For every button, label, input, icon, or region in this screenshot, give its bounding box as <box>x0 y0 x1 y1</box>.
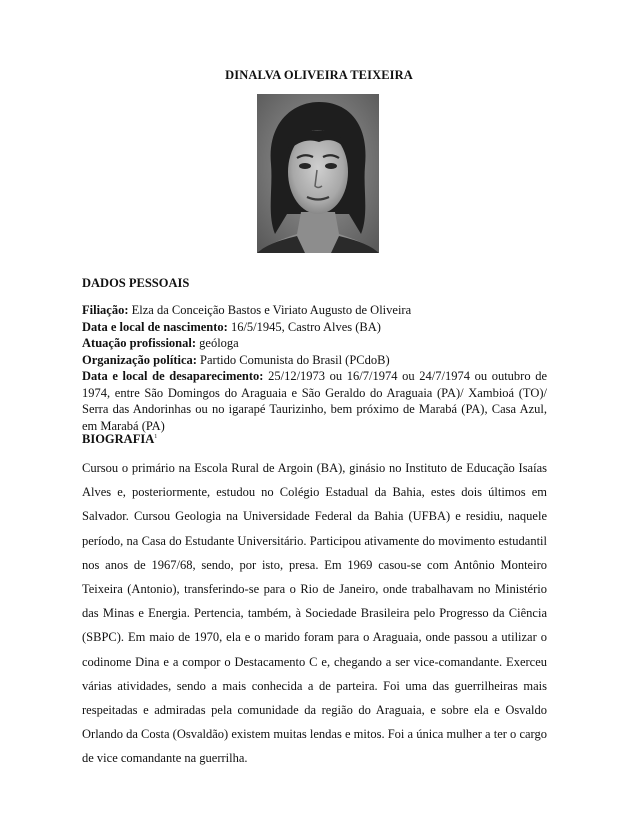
field-desaparecimento: Data e local de desaparecimento: 25/12/1973 ou 16/7/1974 ou 24/7/1974 ou outubro de 1974, entre São Domingos do Araguaia e São Geraldo do Araguaia (PA)/ Xambioá (TO)/ Serra das Andorinhas ou no igarapé Taurizinho, bem próximo de Marabá (PA), Casa Azul, em Marabá (PA) <box>82 369 548 433</box>
personal-data-section <box>82 302 547 434</box>
field-nascimento: Data e local de nascimento: 16/5/1945, Castro Alves (BA) <box>82 319 381 334</box>
footnote-marker[interactable]: 1 <box>154 433 158 440</box>
field-atuacao: Atuação profissional: geóloga <box>82 336 239 350</box>
portrait-image <box>257 94 379 253</box>
biografia-text: Cursou o primário na Escola Rural de Argoin (BA), ginásio no Instituto de Educação Isaías Alves e, posteriormente, estudou no Colégio Estadual da Bahia, estes dois últimos em Salvador. Cursou Geologia na Universidade Federal da Bahia (UFBA) e residiu, naquele período, na Casa do Estudante Universitário. Participou ativamente do movimento estudantil nos anos de 1967/68, sendo, por isto, presa. Em 1969 casou-se com Antônio Monteiro Teixeira (Antonio), transferindo-se para o Rio de Janeiro, onde trabalhavam no Ministério das Minas e Energia. Pertencia, também, à Sociedade Brasileira pelo Progresso da Ciência (SBPC). Em maio de 1970, ela e o marido foram para o Araguaia, onde passou a utilizar o codinome Dina e a compor o Destacamento C e, chegando a ser vice-comandante. Exerceu várias atividades, sendo a mais conhecida a de parteira. Foi uma das guerrilheiras mais respeitadas e admiradas pela comunidade da região do Araguaia, e sobre ela e Osvaldo Orlando da Costa (Osvaldão) existem muitas lendas e mitos. Foi a única mulher a ter o cargo de vice comandante na guerrilha. <box>82 461 547 766</box>
field-filiacao: Filiação: Elza da Conceição Bastos e Viriato Augusto de Oliveira <box>82 303 412 317</box>
field-organizacao: Organização política: Partido Comunista do Brasil (PCdoB) <box>82 352 390 367</box>
dados-pessoais-heading: DADOS PESSOAIS <box>82 276 190 290</box>
page-title: DINALVA OLIVEIRA TEIXEIRA <box>225 68 413 82</box>
portrait-photo <box>257 94 379 253</box>
biografia-heading: BIOGRAFIA$^1$ <box>82 432 158 446</box>
